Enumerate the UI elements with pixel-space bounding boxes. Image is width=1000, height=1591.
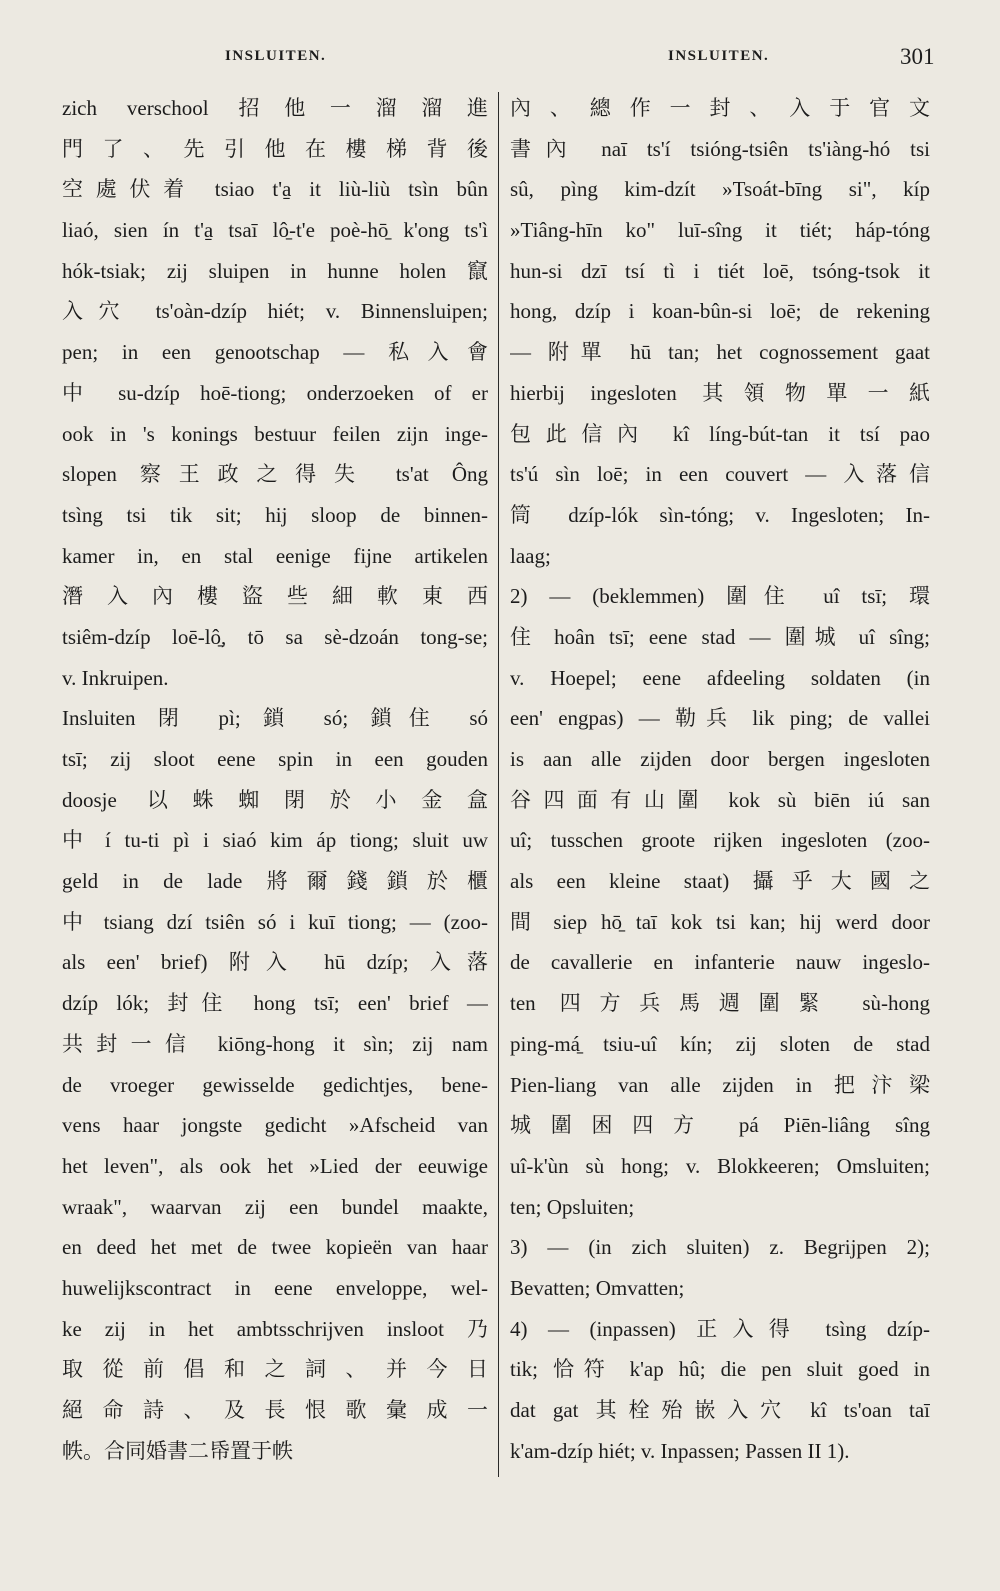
- text-line: 中 tsiang dzí tsiên só i kuī tiong; — (zoo-: [62, 909, 488, 934]
- page-number: 301: [900, 44, 935, 69]
- text-line: 中 su-dzíp hoē-tiong; onderzoeken of er: [62, 380, 488, 405]
- right-running-head: INSLUITEN.: [668, 48, 770, 64]
- column-divider: [498, 92, 499, 1477]
- text-line: is aan alle zijden door bergen ingesloten: [510, 747, 930, 771]
- text-line: 書內 naī ts'í tsióng-tsiên ts'iàng-hó tsi: [510, 136, 930, 161]
- text-line: 絕命詩、及長恨歌彙成一: [62, 1398, 488, 1422]
- text-line: 3) — (in zich sluiten) z. Begrijpen 2);: [510, 1235, 930, 1260]
- text-line: en deed het met de twee kopieën van haar: [62, 1235, 488, 1260]
- text-line: »Tiâng-hīn ko" luī-sîng it tiét; háp-tóng: [510, 218, 930, 243]
- text-line: uî-k'ùn sù hong; v. Blokkeeren; Omsluiten;: [510, 1153, 930, 1178]
- text-line: wraak", waarvan zij een bundel maakte,: [62, 1194, 488, 1219]
- text-line: laag;: [510, 543, 551, 568]
- text-line: k'am-dzíp hiét; v. Inpassen; Passen II 1).: [510, 1438, 850, 1463]
- text-line: tsiêm-dzíp loē-lô̱, tō sa sè-dzoán tong-se;: [62, 624, 488, 649]
- text-line: vens haar jongste gedicht »Afscheid van: [62, 1113, 488, 1138]
- text-line: slopen 察王政之得失 ts'at Ông: [62, 462, 488, 487]
- text-line: dat gat 其栓殆嵌入穴 kî ts'oan taī: [510, 1398, 930, 1422]
- text-line: 潛入內樓盜些細軟東西: [62, 584, 488, 609]
- text-line: Pien-liang van alle zijden in 把汴梁: [510, 1072, 930, 1097]
- text-line: hierbij ingesloten 其領物單一紙: [510, 380, 930, 405]
- text-line: ping-má̱ tsiu-uî kín; zij sloten de stad: [510, 1031, 930, 1056]
- text-line: huwelijkscontract in eene enveloppe, wel-: [62, 1275, 488, 1300]
- text-line: ook in 's konings bestuur feilen zijn inge-: [62, 421, 488, 446]
- running-header: [0, 44, 1000, 74]
- text-line: hun-si dzī tsí tì i tiét loē, tsóng-tsok it: [510, 258, 930, 283]
- text-line: geld in de lade 將爾錢鎖於櫃: [62, 869, 488, 894]
- text-line: 住 hoân tsī; eene stad — 圍城 uî sîng;: [510, 624, 930, 649]
- text-line: pen; in een genootschap — 私入會: [62, 340, 488, 365]
- text-line: Bevatten; Omvatten;: [510, 1275, 685, 1300]
- text-line: de cavallerie en infanterie nauw ingeslo-: [510, 950, 930, 975]
- text-line: 取從前倡和之詞、并今日: [62, 1357, 488, 1382]
- text-line: 谷四面有山圍 kok sù biēn iú san: [510, 787, 930, 812]
- text-line: tsìng tsi tik sit; hij sloop de binnen-: [62, 502, 488, 527]
- text-line: 入穴 ts'oàn-dzíp hiét; v. Binnensluipen;: [62, 299, 488, 324]
- text-line: de vroeger gewisselde gedichtjes, bene-: [62, 1072, 488, 1097]
- right-column: [510, 88, 930, 1578]
- text-line: 內、總作一封、入于官文: [510, 96, 930, 120]
- text-line: 筒 dzíp-lók sìn-tóng; v. Ingesloten; In-: [510, 502, 930, 527]
- text-line: het leven", als ook het »Lied der eeuwige: [62, 1153, 488, 1178]
- text-line: als een kleine staat) 攝乎大國之: [510, 869, 930, 894]
- text-line: liaó, sien ín t'a̱ tsaī lô̱-t'e poè-hō̱ k'ong ts'ì: [62, 218, 488, 243]
- left-column: [62, 88, 488, 1578]
- text-line: een' engpas) — 勒兵 lik ping; de vallei: [510, 706, 930, 731]
- text-line: tik; 恰符 k'ap hû; die pen sluit goed in: [510, 1357, 930, 1382]
- text-line: sû, pìng kim-dzít »Tsoát-bīng si", kíp: [510, 177, 930, 202]
- text-line: ten 四方兵馬週圍緊 sù-hong: [510, 991, 930, 1016]
- text-line: 門了、先引他在樓梯背後: [62, 136, 488, 161]
- text-line: 間 siep hō̱ taī kok tsi kan; hij werd door: [510, 909, 930, 934]
- text-line: 共封一信 kiōng-hong it sìn; zij nam: [62, 1031, 488, 1056]
- text-line: 2) — (beklemmen) 圍住 uî tsī; 環: [510, 584, 930, 609]
- text-line: Insluiten 閉 pì; 鎖 só; 鎖住 só: [62, 706, 488, 731]
- text-line: ke zij in het ambtsschrijven insloot 乃: [62, 1316, 488, 1341]
- text-line: 包此信內 kî líng-bút-tan it tsí pao: [510, 421, 930, 446]
- text-line: ten; Opsluiten;: [510, 1194, 635, 1219]
- text-line: als een' brief) 附入 hū dzíp; 入落: [62, 950, 488, 975]
- text-line: ts'ú sìn loē; in een couvert — 入落信: [510, 462, 930, 487]
- text-line: dzíp lók; 封住 hong tsī; een' brief —: [62, 991, 488, 1016]
- text-line: zich verschool 招他一溜溜進: [62, 96, 488, 120]
- text-line: hók-tsiak; zij sluipen in hunne holen 竄: [62, 258, 488, 283]
- text-line: hong, dzíp i koan-bûn-si loē; de rekening: [510, 299, 930, 324]
- text-line: v. Inkruipen.: [62, 665, 169, 690]
- text-line: uî; tusschen groote rijken ingesloten (zoo-: [510, 828, 930, 853]
- left-running-head: INSLUITEN.: [225, 48, 327, 64]
- text-line: 城圍困四方 pá Piēn-liâng sîng: [510, 1113, 930, 1138]
- text-line: tsī; zij sloot eene spin in een gouden: [62, 747, 488, 771]
- text-line: kamer in, en stal eenige fijne artikelen: [62, 543, 488, 568]
- text-line: 空處伏着 tsiao t'a̱ it liù-liù tsìn bûn: [62, 177, 488, 202]
- text-line: 帙。合同婚書二帋置于帙: [62, 1438, 293, 1463]
- text-line: 中 í tu-ti pì i siaó kim áp tiong; sluit uw: [62, 828, 488, 853]
- text-line: doosje 以蛛蜘閉於小金盒: [62, 787, 488, 812]
- text-line: 4) — (inpassen) 正入得 tsìng dzíp-: [510, 1316, 930, 1341]
- text-line: — 附單 hū tan; het cognossement gaat: [510, 340, 930, 365]
- text-line: v. Hoepel; eene afdeeling soldaten (in: [510, 665, 930, 690]
